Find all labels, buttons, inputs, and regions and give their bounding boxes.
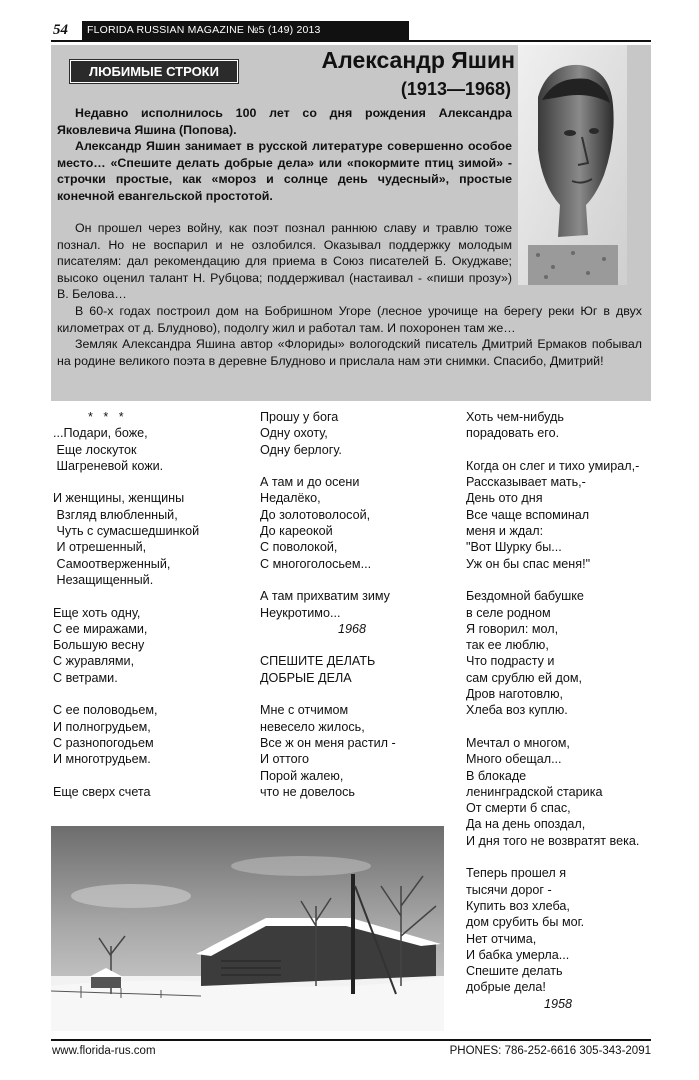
poem-text: Мне с отчимом невесело жилось, Все ж он меня растил - И оттого Порой жалею, что не довелось [260, 703, 396, 799]
intro-box [51, 45, 651, 401]
poem-column-3 [466, 409, 639, 1012]
poem-date: 1958 [544, 996, 573, 1011]
poem-text: Хоть чем-нибудь порадовать его. Когда он слег и тихо умирал,- Рассказывает мать,- День ото дня Все чаще вспоминал меня и ждал: "Вот Шурку бы... Уж он бы спас меня!" Бездомной бабушке в селе родном Я говорил: мол, так ее люблю, Что подрасту и сам срублю ей дом, Дров наготовлю, Хлеба воз куплю. Мечтал о многом, Много обещал... В блокаде ленинградской старика От смерти б спас, Да на день опоздал, И дня того не возвратят века. Теперь прошел я тысячи дорог - Купить воз хлеба, дом срубить бы мог. Нет отчима, И бабка умерла... Спешите делать добрые дела! [466, 410, 640, 995]
poem-text: Прошу у бога Одну охоту, Одну берлогу. А там и до осени Недалёко, До золотоволосой, До кареокой С поволокой, С многоголосьем... А там прихватим зиму Неукротимо... [260, 410, 390, 620]
intro-paragraph: Он прошел через войну, как поэт познал раннюю славу и травлю тоже познал. Но не воспарил и не озлобился. Оказывал поддержку молодым писателям: дал рекомендацию для приема в Союз писателей Б. Окуджаве; высоко оценил талант Н. Рубцова; поддерживал (настаивал - «пиши прозу») В. Белова… [57, 221, 512, 302]
page-header [51, 21, 651, 42]
intro-text [57, 220, 642, 369]
section-label: ЛЮБИМЫЕ СТРОКИ [70, 60, 238, 83]
poem-column-2 [260, 409, 396, 800]
intro-paragraph: В 60-х годах построил дом на Бобришном Угоре (лесное урочище на берегу реки Юг в двух километрах от д. Блудново), подолгу жил и работал там. И похоронен там же… [57, 303, 642, 335]
footer-rule [51, 1039, 651, 1041]
poem-title: СПЕШИТЕ ДЕЛАТЬ ДОБРЫЕ ДЕЛА [260, 654, 376, 685]
page-number: 54 [53, 22, 68, 38]
author-name: Александр Яшин [321, 47, 515, 73]
intro-bold-paragraph: Александр Яшин занимает в русской литературе совершенно особое место… «Спешите делать добрые дела» или «покормите птиц зимой» - строчки простые, как «мороз и солнце день чудесный», простые конечной евангельской простотой. [57, 139, 512, 203]
footer-url[interactable]: www.florida-rus.com [52, 1045, 156, 1057]
magazine-title: FLORIDA RUSSIAN MAGAZINE №5 (149) 2013 [82, 21, 409, 40]
village-photo [51, 826, 444, 1031]
intro-bold-text [57, 105, 512, 205]
poem-date: 1968 [338, 621, 367, 636]
intro-bold-paragraph: Недавно исполнилось 100 лет со дня рождения Александра Яковлевича Яшина (Попова). [57, 106, 512, 137]
footer-phones: PHONES: 786-252-6616 305-343-2091 [449, 1045, 651, 1057]
intro-paragraph: Земляк Александра Яшина автор «Флориды» вологодский писатель Дмитрий Ермаков побывал на родине великого поэта в деревне Блудново и прислала нам эти снимки. Спасибо, Дмитрий! [57, 337, 642, 368]
poem-column-1: * * * ...Подари, боже, Еще лоскуток Шагреневой кожи. И женщины, женщины Взгляд влюбленный, Чуть с сумасшедшинкой И отрешенный, Самоотверженный, Незащищенный. Еще хоть одну, С ее миражами, Большую весну С журавлями, С ветрами. С ее половодьем, И полногрудьем, С разнопогодьем И многотрудьем. Еще сверх счета [53, 410, 200, 799]
author-years: (1913—1968) [400, 79, 511, 99]
